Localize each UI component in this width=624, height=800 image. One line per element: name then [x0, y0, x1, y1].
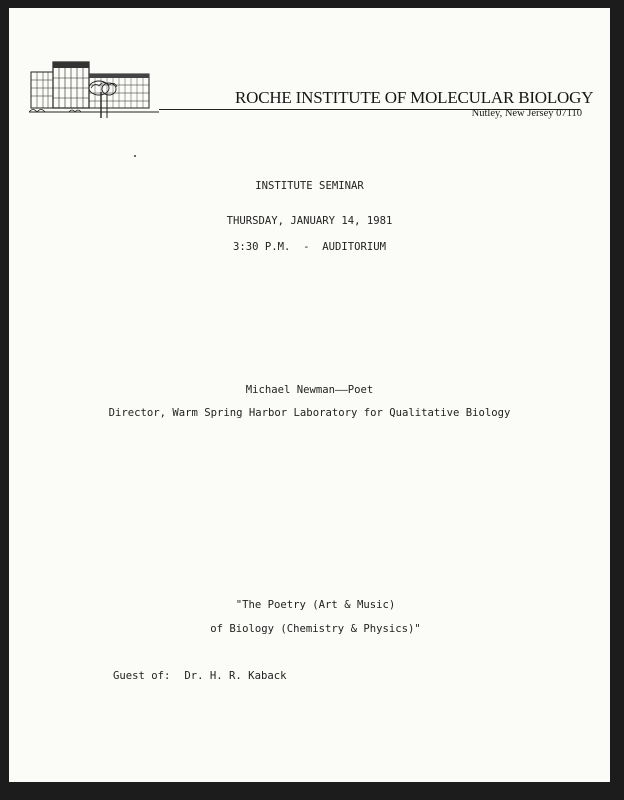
host-name: Dr. H. R. Kaback: [184, 670, 287, 682]
seminar-heading: INSTITUTE SEMINAR: [255, 180, 364, 192]
speaker-affiliation: Director, Warm Spring Harbor Laboratory for Qualitative Biology: [108, 407, 511, 419]
speaker-name: Michael Newman——Poet: [245, 384, 374, 396]
document-page: [9, 8, 610, 782]
talk-title-line-1: "The Poetry (Art & Music): [235, 599, 396, 611]
talk-title-line-2: of Biology (Chemistry & Physics)": [210, 623, 421, 635]
seminar-date: THURSDAY, JANUARY 14, 1981: [226, 215, 393, 227]
host-line: [113, 670, 286, 682]
host-label: Guest of:: [113, 670, 171, 682]
institute-name: ROCHE INSTITUTE OF MOLECULAR BIOLOGY: [235, 88, 594, 107]
paper-speck: [134, 155, 136, 157]
building-logo: [29, 52, 159, 122]
seminar-time-place: 3:30 P.M. - AUDITORIUM: [232, 241, 387, 253]
institute-address: Nutley, New Jersey 07110: [471, 108, 582, 119]
